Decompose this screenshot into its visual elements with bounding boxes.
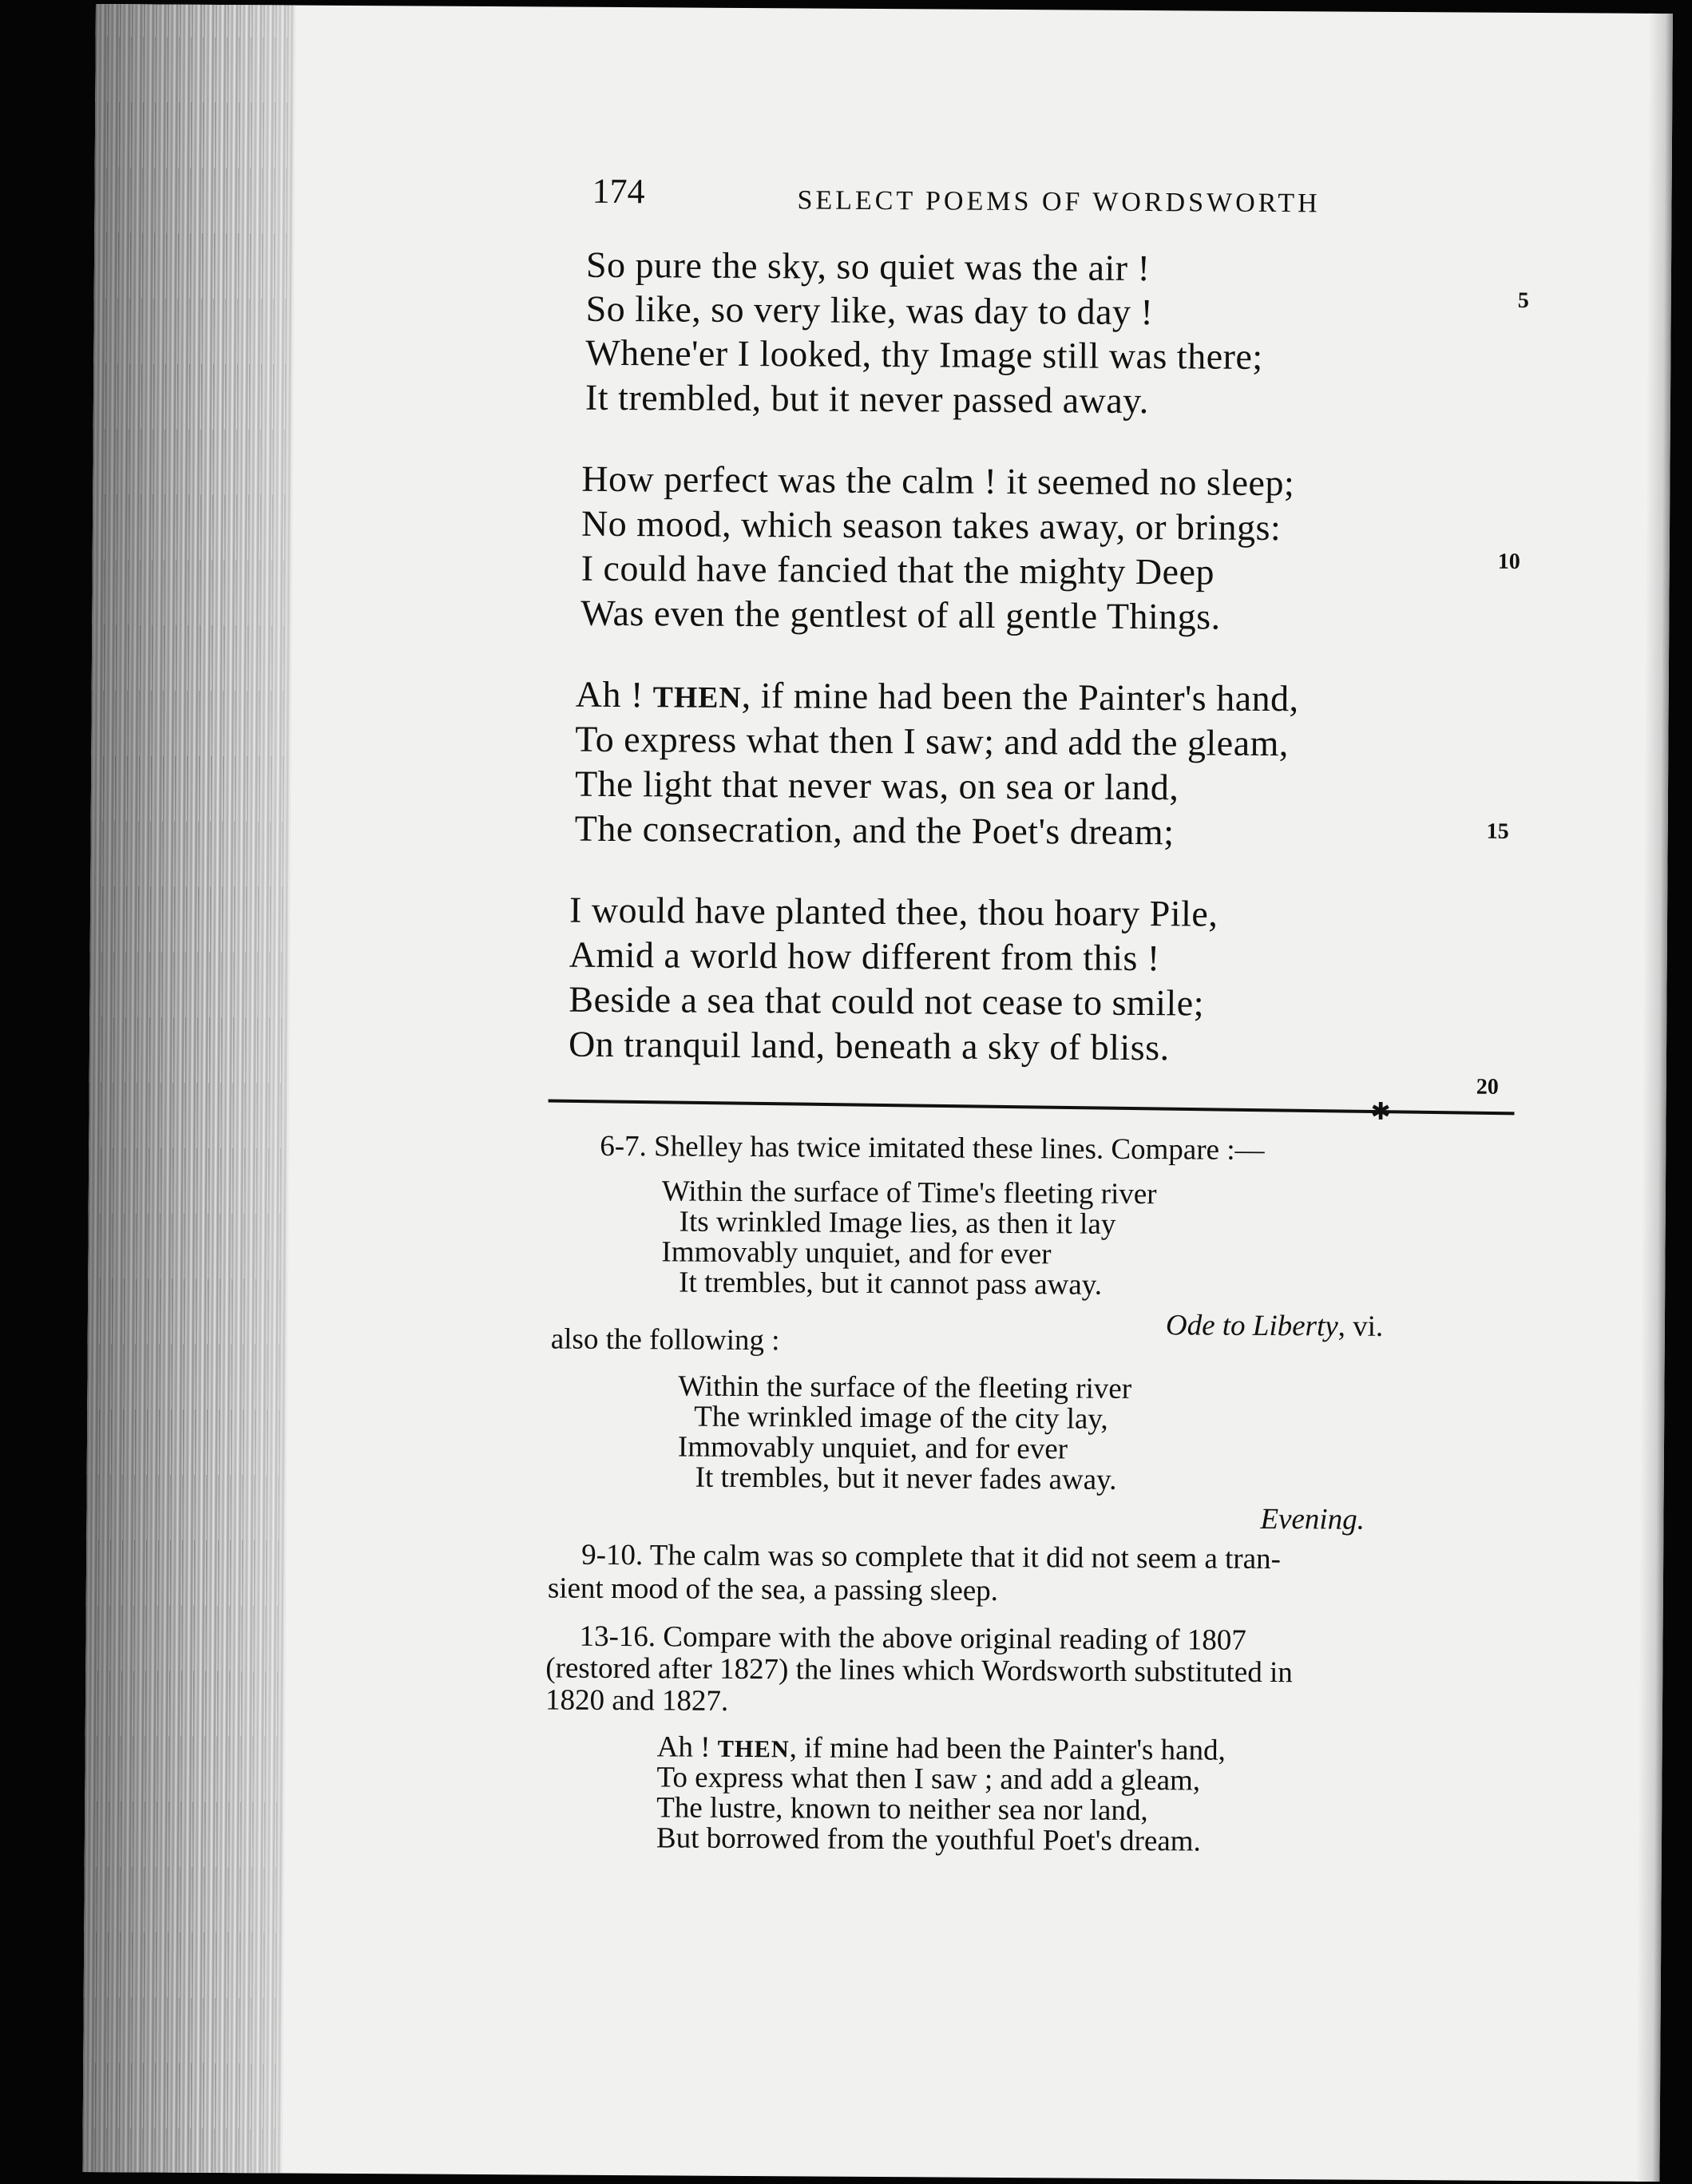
quote-fragment: Ah ! [656,1730,718,1764]
small-caps-then: THEN [717,1734,790,1763]
verse-line: So like, so very like, was day to day ! [585,287,1154,333]
verse-line: How perfect was the calm ! it seemed no sleep; [581,458,1295,504]
also-following: also the following : [550,1322,780,1358]
verse-line: Amid a world how different from this ! [569,933,1160,979]
verse-line: I could have fancied that the mighty Deep [581,547,1215,593]
verse-line: On tranquil land, beneath a sky of bliss. [568,1023,1170,1068]
quote-line: Immovably unquiet, and for ever [677,1430,1068,1466]
quote-line [657,1732,1226,1765]
quote-source: Evening. [1260,1502,1365,1536]
verse-fragment: Ah ! [575,673,653,715]
page-edges-shade [82,4,295,2173]
verse-line: I would have planted thee, thou hoary Pile, [569,889,1218,934]
footnote-rule [549,1099,1515,1115]
quote-fragment: , if mine had been the Painter's hand, [789,1731,1226,1767]
source-title: Ode to Liberty [1165,1309,1338,1343]
line-number: 10 [1497,549,1520,574]
page-right-edge [1635,14,1673,2182]
note-6-7: 6-7. Shelley has twice imitated these lines. Compare :— [600,1129,1265,1167]
quote-line: To express what then I saw ; and add a gleam, [656,1761,1201,1798]
note-13-16-cont: (restored after 1827) the lines which Wordsworth substituted in [545,1651,1293,1690]
quote-line: Immovably unquiet, and for ever [661,1235,1052,1271]
quote-line: But borrowed from the youthful Poet's dream. [656,1821,1201,1858]
line-number: 5 [1517,287,1529,313]
source-tail: , vi. [1337,1310,1384,1343]
verse-fragment: , if mine had been the Painter's hand, [741,674,1299,719]
page-number: 174 [592,171,645,212]
verse-line: The light that never was, on sea or land, [574,763,1179,808]
note-9-10-cont: sient mood of the sea, a passing sleep. [547,1572,999,1607]
note-9-10: 9-10. The calm was so complete that it did not seem a tran- [581,1538,1282,1576]
verse-line [575,673,1299,719]
verse-line: Was even the gentlest of all gentle Things. [581,592,1221,637]
quote-line: Within the surface of the fleeting river [678,1369,1132,1405]
ornament-mark: ✱ [1370,1098,1391,1125]
quote-line: It trembles, but it cannot pass away. [679,1266,1103,1302]
verse-line: So pure the sky, so quiet was the air ! [585,244,1151,289]
quote-line: Within the surface of Time's fleeting river [661,1175,1157,1211]
verse-line: No mood, which season takes away, or brings: [581,502,1282,549]
note-13-16-cont: 1820 and 1827. [545,1683,729,1718]
verse-line: To express what then I saw; and add the gleam, [575,718,1290,764]
small-caps-then: THEN [652,680,742,715]
quote-line: The wrinkled image of the city lay, [694,1400,1108,1436]
line-number: 15 [1486,819,1509,844]
note-13-16: 13-16. Compare with the above original reading of 1807 [579,1619,1247,1657]
verse-line: The consecration, and the Poet's dream; [574,807,1175,853]
verse-line: It trembled, but it never passed away. [584,376,1149,422]
verse-line: Beside a sea that could not cease to smile; [569,978,1205,1024]
line-number: 20 [1476,1074,1499,1100]
verse-line: Whene'er I looked, thy Image still was there; [585,331,1263,377]
quote-line: It trembles, but it never fades away. [695,1461,1117,1496]
running-title: SELECT POEMS OF WORDSWORTH [797,185,1321,219]
book-page [82,4,1673,2182]
quote-source [1166,1310,1384,1342]
quote-line: Its wrinkled Image lies, as then it lay [679,1205,1116,1241]
quote-line: The lustre, known to neither sea nor land, [656,1791,1148,1828]
